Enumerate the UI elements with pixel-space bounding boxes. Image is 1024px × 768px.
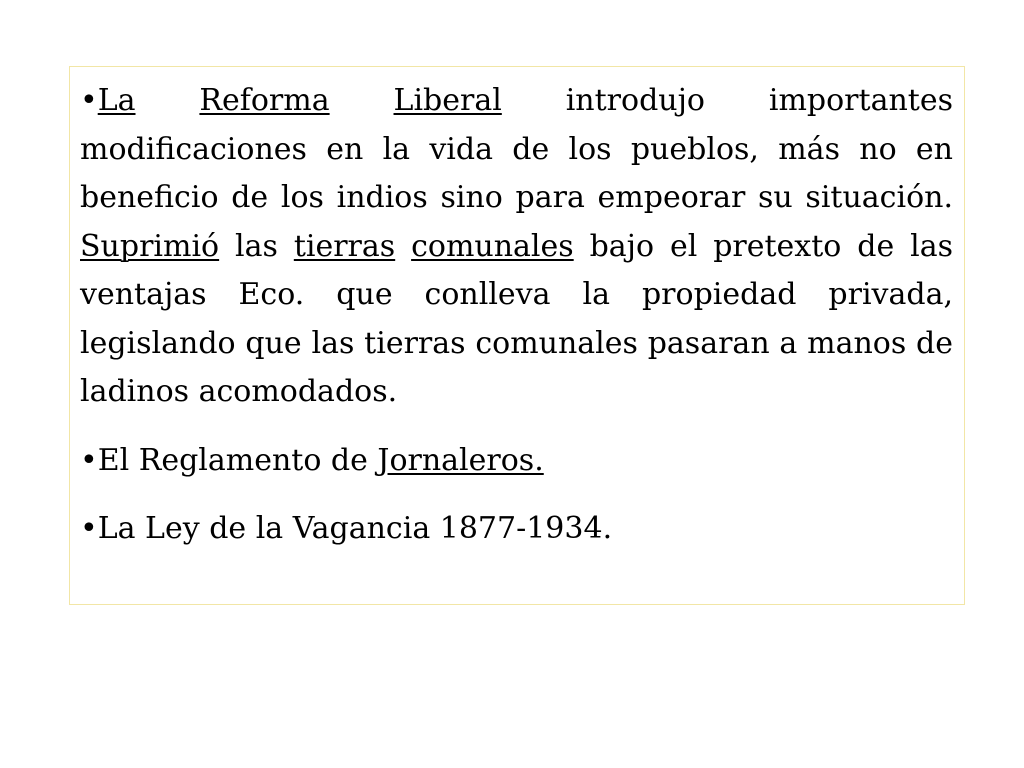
underlined-term: Jornaleros. bbox=[377, 442, 544, 478]
underlined-term: tierras bbox=[293, 228, 396, 264]
bullet-ley-vagancia bbox=[80, 505, 953, 554]
underlined-term: Liberal bbox=[393, 83, 502, 118]
bullet-segment: •La Ley de la Vagancia 1877-1934. bbox=[80, 511, 613, 546]
bullet-segment: bajo el pretexto de las ventajas Eco. que conlleva la propiedad privada, legislando que las tierras comunales pasaran a manos de ladinos acomodados. bbox=[80, 228, 953, 409]
bullet-reforma-liberal bbox=[80, 77, 953, 417]
underlined-term: Reforma bbox=[199, 83, 330, 118]
bullet-segment bbox=[330, 83, 394, 118]
bullet-segment: • bbox=[80, 83, 98, 118]
bullet-segment bbox=[395, 229, 411, 264]
bullet-segment: •El Reglamento de bbox=[80, 442, 378, 478]
bullet-reglamento-jornaleros bbox=[80, 437, 953, 486]
bullet-segment: introdujo importantes modificaciones en la vida de los pueblos, más no en beneficio de los indios sino para empeorar su situación. bbox=[80, 83, 953, 215]
text-box bbox=[69, 66, 965, 605]
underlined-term: comunales bbox=[411, 228, 574, 264]
bullet-segment: las bbox=[219, 228, 294, 264]
underlined-term: Suprimió bbox=[80, 228, 220, 264]
bullet-segment bbox=[136, 83, 200, 118]
underlined-term: La bbox=[97, 83, 136, 118]
